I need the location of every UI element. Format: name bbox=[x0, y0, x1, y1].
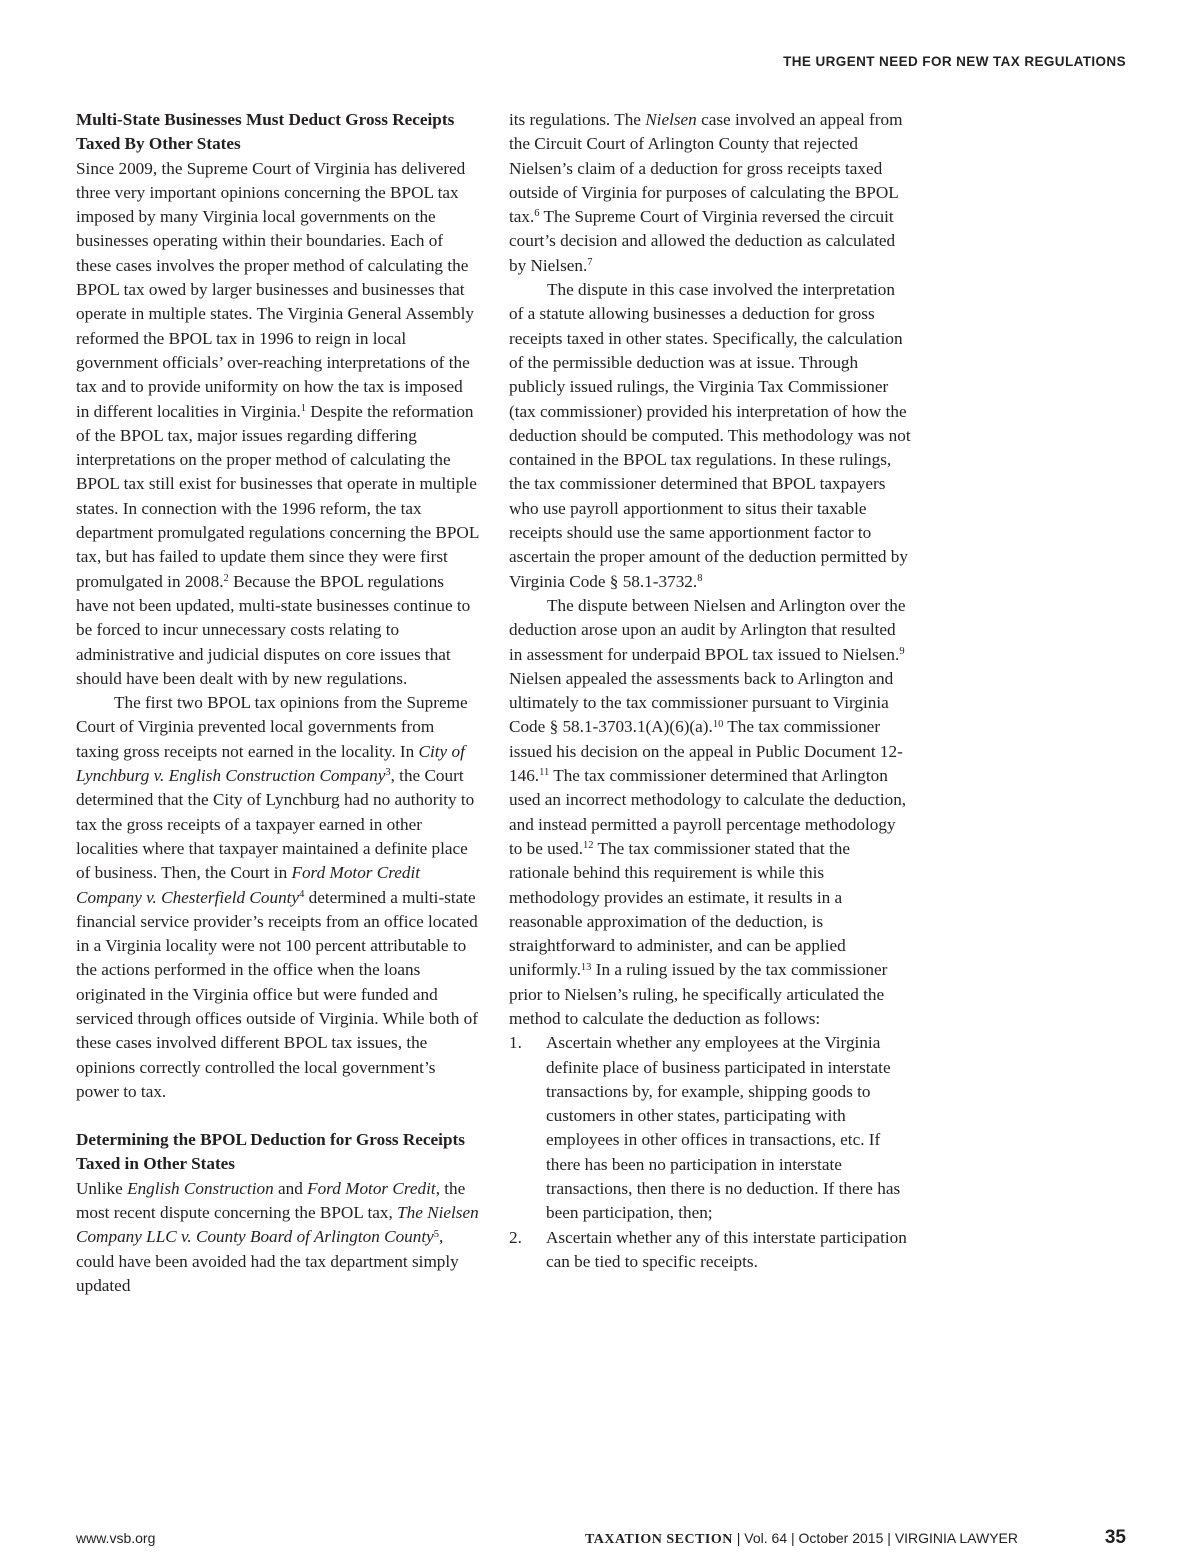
list-item bbox=[509, 1031, 911, 1225]
paragraph-arlington-dispute: The dispute between Nielsen and Arlington over the deduction arose upon an audit by Arlington that resulted in assessment for underpaid BPOL tax issued to Nielsen.$^9$ Nielsen appealed the assessments back to Arlington and ultimately to the tax commissioner pursuant to Virginia Code § 58.1-3703.1(A)(6)(a).$^{10}$ The tax commissioner issued his decision on the appeal in Public Document 12-146.11 The tax commissioner determined that Arlington used an incorrect methodology to calculate the deduction, and instead permitted a payroll percentage methodology to be used.$^{12}$ The tax commissioner stated that the rationale behind this requirement is while this methodology provides an estimate, it results in a reasonable approximation of the deduction, is straightforward to administer, and can be applied uniformly.$^{13}$ In a ruling issued by the tax commissioner prior to Nielsen’s ruling, he specifically articulated the method to calculate the deduction as follows: bbox=[509, 595, 907, 1028]
footnote-ref-13[interactable]: 13 bbox=[580, 961, 592, 973]
footnote-ref-4[interactable]: 4 bbox=[299, 888, 305, 900]
section-heading-multistate: Multi-State Businesses Must Deduct Gross Receipts Taxed By Other States bbox=[76, 110, 455, 154]
footnote-ref-8[interactable]: 8 bbox=[697, 572, 703, 584]
list-item bbox=[509, 1226, 911, 1275]
paragraph-statute-dispute: The dispute in this case involved the interpretation of a statute allowing businesses a deduction for gross receipts taxed in other states. Specifically, the calculation of the permissible deduction was at issue. Through publicly issued rulings, the Virginia Tax Commissioner (tax commissioner) provided his interpretation of how the deduction should be computed. This methodology was not contained in the BPOL tax regulations. In these rulings, the tax commissioner determined that BPOL taxpayers who use payroll apportionment to situs their taxable receipts should use the same apportionment factor to ascertain the proper amount of the deduction permitted by Virginia Code § 58.1-3732.$^8$ bbox=[509, 280, 911, 591]
case-name-nielsen: The Nielsen Company LLC v. County Board of Arlington County bbox=[76, 1203, 479, 1247]
deduction-method-steps bbox=[509, 1031, 911, 1274]
footer-section-name: TAXATION SECTION bbox=[584, 1532, 733, 1547]
footnote-ref-7[interactable]: 7 bbox=[587, 257, 593, 269]
footnote-ref-1[interactable]: 1 bbox=[300, 402, 306, 414]
left-column bbox=[76, 108, 480, 1298]
running-header-title: THE URGENT NEED FOR NEW TAX REGULATIONS bbox=[783, 54, 1126, 69]
right-column bbox=[509, 108, 911, 1274]
footnote-ref-3[interactable]: 3 bbox=[385, 767, 391, 779]
list-item-text: Ascertain whether any of this interstate participation can be tied to specific receipts. bbox=[546, 1227, 907, 1271]
paragraph-nielsen-appeal: its regulations. The Nielsen case involved an appeal from the Circuit Court of Arlington County that rejected Nielsen’s claim of a deduction for gross receipts taxed outside of Virginia for purposes of calculating the BPOL tax.$^6$ The Supreme Court of Virginia reversed the circuit court’s decision and allowed the deduction as calculated by Nielsen.$^7$ bbox=[509, 110, 903, 275]
case-name-english-construction: English Construction bbox=[127, 1178, 274, 1198]
case-name-ford-motor-credit: Ford Motor Credit Company v. Chesterfield County bbox=[76, 863, 421, 907]
case-name-nielsen-short: Nielsen bbox=[645, 110, 697, 129]
list-item-number: 2. bbox=[509, 1227, 522, 1247]
list-item-text: Ascertain whether any employees at the Virginia definite place of business participated in interstate transactions by, for example, shipping goods to customers in other states, participating with employees in other offices in transactions, etc. If there has been no participation in interstate transactions, then there is no deduction. If there has been participation, then; bbox=[546, 1033, 901, 1223]
footnote-ref-10[interactable]: 10 bbox=[712, 718, 724, 730]
list-item-number: 1. bbox=[509, 1033, 522, 1053]
paragraph-first-two-opinions: The first two BPOL tax opinions from the Supreme Court of Virginia prevented local governments from taxing gross receipts not earned in the locality. In City of Lynchburg v. English Construction Company$^3$, the Court determined that the City of Lynchburg had no authority to tax the gross receipts of a taxpayer earned in other localities where that taxpayer maintained a definite place of business. Then, the Court in Ford Motor Credit Company v. Chesterfield County$^4$ determined a multi-state financial service provider’s receipts from an office located in a Virginia locality were not 100 percent attributable to the actions performed in the office when the loans originated in the Virginia office but were funded and serviced through offices outside of Virginia. While both of these cases involved different BPOL tax issues, the opinions correctly controlled the local government’s power to tax. bbox=[76, 693, 478, 1101]
footer-publication-info: TAXATION SECTION | Vol. 64 | October 2015 | VIRGINIA LAWYER bbox=[584, 1530, 1018, 1547]
paragraph-nielsen-intro: Unlike English Construction and Ford Motor Credit, the most recent dispute concerning the BPOL tax, The Nielsen Company LLC v. County Board of Arlington County$^5$, could have been avoided had the tax department simply updated bbox=[76, 1178, 479, 1295]
case-name-lynchburg: City of Lynchburg v. English Construction Company bbox=[76, 741, 465, 786]
page-number: 35 bbox=[1104, 1527, 1126, 1548]
footer-date: October 2015 bbox=[798, 1530, 884, 1546]
paragraph-intro: Since 2009, the Supreme Court of Virginia has delivered three very important opinions concerning the BPOL tax imposed by many Virginia local governments on the businesses operating within their boundaries. Each of these cases involves the proper method of calculating the BPOL tax owed by larger businesses and businesses that operate in multiple states. The Virginia General Assembly reformed the BPOL tax in 1996 to reign in local government officials’ over-reaching interpretations of the tax and to provide uniformity on how the tax is imposed in different localities in Virginia.$^1$ Despite the reformation of the BPOL tax, major issues regarding differing interpretations on the proper method of calculating the BPOL tax still exist for businesses that operate in multiple states. In connection with the 1996 reform, the tax department promulgated regulations concerning the BPOL tax, but has failed to update them since they were first promulgated in 2008.$^2$ Because the BPOL regulations have not been updated, multi-state businesses continue to be forced to incur unnecessary costs relating to administrative and judicial disputes on core issues that should have been dealt with by new regulations. bbox=[76, 158, 479, 688]
footer-magazine: VIRGINIA LAWYER bbox=[894, 1530, 1018, 1546]
section-heading-bpol-deduction: Determining the BPOL Deduction for Gross Receipts Taxed in Other States bbox=[76, 1130, 465, 1174]
footer-website-link[interactable]: www.vsb.org bbox=[76, 1530, 156, 1546]
footnote-ref-9[interactable]: 9 bbox=[899, 645, 905, 657]
footer-volume: Vol. 64 bbox=[744, 1530, 788, 1546]
footnote-ref-12[interactable]: 12 bbox=[583, 840, 594, 852]
footnote-ref-11[interactable]: 11 bbox=[539, 767, 550, 779]
footnote-ref-5[interactable]: 5 bbox=[433, 1228, 440, 1240]
case-name-ford-motor-credit-short: Ford Motor Credit bbox=[307, 1178, 436, 1198]
footnote-ref-2[interactable]: 2 bbox=[223, 572, 229, 584]
footnote-ref-6[interactable]: 6 bbox=[534, 208, 540, 220]
